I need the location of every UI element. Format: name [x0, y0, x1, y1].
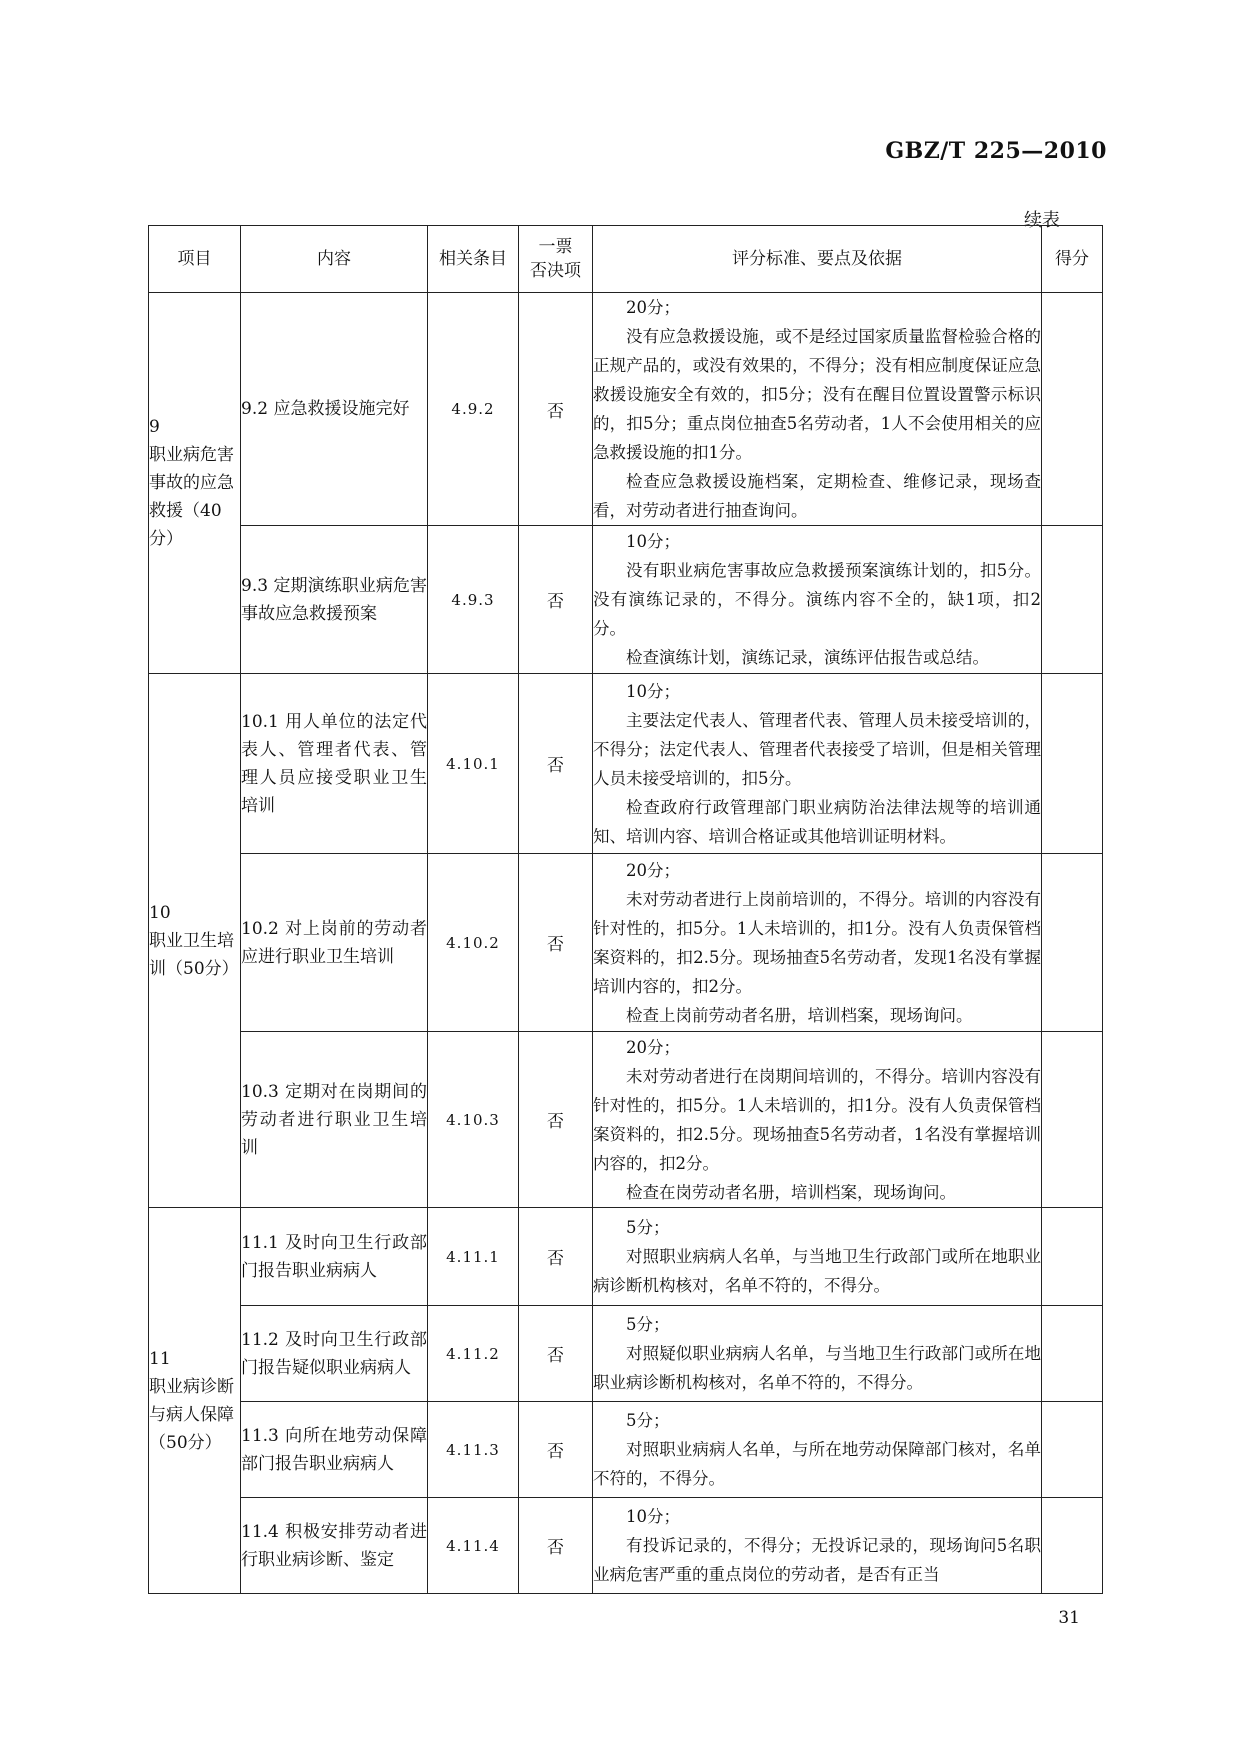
veto-cell: 否	[519, 674, 593, 854]
item-cell	[149, 674, 241, 1208]
content-cell: 9.3 定期演练职业病危害事故应急救援预案	[241, 526, 428, 674]
table-row	[149, 1208, 1103, 1306]
table-row	[149, 1306, 1103, 1402]
content-cell: 10.3 定期对在岗期间的劳动者进行职业卫生培训	[241, 1032, 428, 1208]
veto-cell: 否	[519, 1402, 593, 1498]
criteria-text: 未对劳动者进行上岗前培训的，不得分。培训的内容没有针对性的，扣5分。1人未培训的，扣1分。没有人负责保管档案资料的，扣2.5分。现场抽查5名劳动者，发现1名没有掌握培训内容的，扣2分。	[593, 889, 1041, 996]
continued-label: 续表	[1024, 210, 1060, 231]
clause-cell: 4.10.1	[428, 674, 519, 854]
table-row	[149, 674, 1103, 854]
criteria-cell	[593, 293, 1042, 526]
content-cell: 11.2 及时向卫生行政部门报告疑似职业病病人	[241, 1306, 428, 1402]
criteria-cell	[593, 674, 1042, 854]
item-title: 职业病诊断与病人保障（50分）	[149, 1376, 234, 1453]
criteria-check: 检查演练计划，演练记录，演练评估报告或总结。	[626, 648, 989, 667]
standard-code: GBZ/T 225—2010	[885, 138, 1107, 164]
header-veto-line2: 否决项	[530, 261, 581, 281]
table-row	[149, 1032, 1103, 1208]
criteria-cell	[593, 526, 1042, 674]
score-cell	[1042, 674, 1103, 854]
criteria-text: 没有职业病危害事故应急救援预案演练计划的，扣5分。没有演练记录的，不得分。演练内容不全的，缺1项，扣2分。	[593, 561, 1041, 638]
table-header-row	[149, 226, 1103, 293]
criteria-points: 5分；	[626, 1315, 670, 1334]
criteria-check: 检查政府行政管理部门职业病防治法律法规等的培训通知、培训内容、培训合格证或其他培训证明材料。	[593, 797, 1041, 846]
clause-cell: 4.11.3	[428, 1402, 519, 1498]
header-content: 内容	[241, 226, 428, 293]
veto-cell: 否	[519, 1032, 593, 1208]
criteria-points: 10分；	[626, 1507, 680, 1526]
header-score: 得分	[1042, 226, 1103, 293]
veto-cell: 否	[519, 293, 593, 526]
score-cell	[1042, 1032, 1103, 1208]
score-cell	[1042, 1498, 1103, 1594]
criteria-cell	[593, 1306, 1042, 1402]
score-cell	[1042, 1306, 1103, 1402]
criteria-cell	[593, 854, 1042, 1032]
item-title: 职业病危害事故的应急救援（40分）	[149, 445, 234, 549]
header-clause: 相关条目	[428, 226, 519, 293]
criteria-check: 检查在岗劳动者名册，培训档案，现场询问。	[626, 1182, 956, 1202]
content-cell: 11.4 积极安排劳动者进行职业病诊断、鉴定	[241, 1498, 428, 1594]
veto-cell: 否	[519, 854, 593, 1032]
item-title: 职业卫生培训（50分）	[149, 930, 239, 979]
clause-cell: 4.9.3	[428, 526, 519, 674]
content-cell: 10.1 用人单位的法定代表人、管理者代表、管理人员应接受职业卫生培训	[241, 674, 428, 854]
clause-cell: 4.11.4	[428, 1498, 519, 1594]
criteria-points: 20分；	[626, 298, 680, 317]
header-item: 项目	[149, 226, 241, 293]
criteria-points: 10分；	[626, 532, 680, 551]
criteria-points: 20分；	[626, 1037, 680, 1057]
score-cell	[1042, 854, 1103, 1032]
score-cell	[1042, 526, 1103, 674]
page-number: 31	[1058, 1608, 1080, 1628]
criteria-text: 对照职业病病人名单，与所在地劳动保障部门核对，名单不符的，不得分。	[593, 1440, 1041, 1488]
veto-cell: 否	[519, 1306, 593, 1402]
criteria-text: 对照疑似职业病病人名单，与当地卫生行政部门或所在地职业病诊断机构核对，名单不符的，不得分。	[593, 1344, 1041, 1392]
criteria-points: 5分；	[626, 1411, 670, 1430]
item-number: 9	[149, 417, 160, 437]
item-cell	[149, 293, 241, 674]
veto-cell: 否	[519, 526, 593, 674]
item-number: 11	[149, 1348, 171, 1369]
table-row	[149, 1498, 1103, 1594]
criteria-check: 检查上岗前劳动者名册，培训档案，现场询问。	[626, 1005, 973, 1025]
criteria-cell	[593, 1498, 1042, 1594]
clause-cell: 4.10.3	[428, 1032, 519, 1208]
criteria-cell	[593, 1032, 1042, 1208]
item-number: 10	[149, 902, 171, 923]
item-cell	[149, 1208, 241, 1594]
content-cell: 11.1 及时向卫生行政部门报告职业病病人	[241, 1208, 428, 1306]
table-row	[149, 526, 1103, 674]
clause-cell: 4.10.2	[428, 854, 519, 1032]
content-cell: 10.2 对上岗前的劳动者应进行职业卫生培训	[241, 854, 428, 1032]
veto-cell: 否	[519, 1208, 593, 1306]
criteria-text: 对照职业病病人名单，与当地卫生行政部门或所在地职业病诊断机构核对，名单不符的，不得分。	[593, 1247, 1041, 1295]
criteria-cell	[593, 1402, 1042, 1498]
score-cell	[1042, 1402, 1103, 1498]
table-row	[149, 1402, 1103, 1498]
score-cell	[1042, 1208, 1103, 1306]
header-criteria: 评分标准、要点及依据	[593, 226, 1042, 293]
header-veto	[519, 226, 593, 293]
criteria-points: 5分；	[626, 1218, 670, 1237]
veto-cell: 否	[519, 1498, 593, 1594]
criteria-points: 10分；	[626, 681, 680, 701]
content-cell: 11.3 向所在地劳动保障部门报告职业病病人	[241, 1402, 428, 1498]
score-cell	[1042, 293, 1103, 526]
criteria-check: 检查应急救援设施档案，定期检查、维修记录，现场查看，对劳动者进行抽查询问。	[593, 472, 1041, 520]
content-cell: 9.2 应急救援设施完好	[241, 293, 428, 526]
criteria-text: 有投诉记录的，不得分；无投诉记录的，现场询问5名职业病危害严重的重点岗位的劳动者，是否有正当	[593, 1536, 1041, 1584]
criteria-text: 未对劳动者进行在岗期间培训的，不得分。培训内容没有针对性的，扣5分。1人未培训的，扣1分。没有人负责保管档案资料的，扣2.5分。现场抽查5名劳动者，1名没有掌握培训内容的，扣2分。	[593, 1066, 1041, 1173]
table-row	[149, 293, 1103, 526]
clause-cell: 4.11.2	[428, 1306, 519, 1402]
header-veto-line1: 一票	[538, 237, 573, 257]
clause-cell: 4.9.2	[428, 293, 519, 526]
criteria-text: 没有应急救援设施，或不是经过国家质量监督检验合格的正规产品的，或没有效果的，不得分；没有相应制度保证应急救援设施安全有效的，扣5分；没有在醒目位置设置警示标识的，扣5分；重点岗位抽查5名劳动者，1人不会使用相关的应急救援设施的扣1分。	[593, 327, 1041, 462]
criteria-cell	[593, 1208, 1042, 1306]
clause-cell: 4.11.1	[428, 1208, 519, 1306]
criteria-points: 20分；	[626, 860, 680, 880]
table-row	[149, 854, 1103, 1032]
criteria-text: 主要法定代表人、管理者代表、管理人员未接受培训的，不得分；法定代表人、管理者代表接受了培训，但是相关管理人员未接受培训的，扣5分。	[593, 710, 1041, 788]
scoring-table	[148, 225, 1103, 1594]
